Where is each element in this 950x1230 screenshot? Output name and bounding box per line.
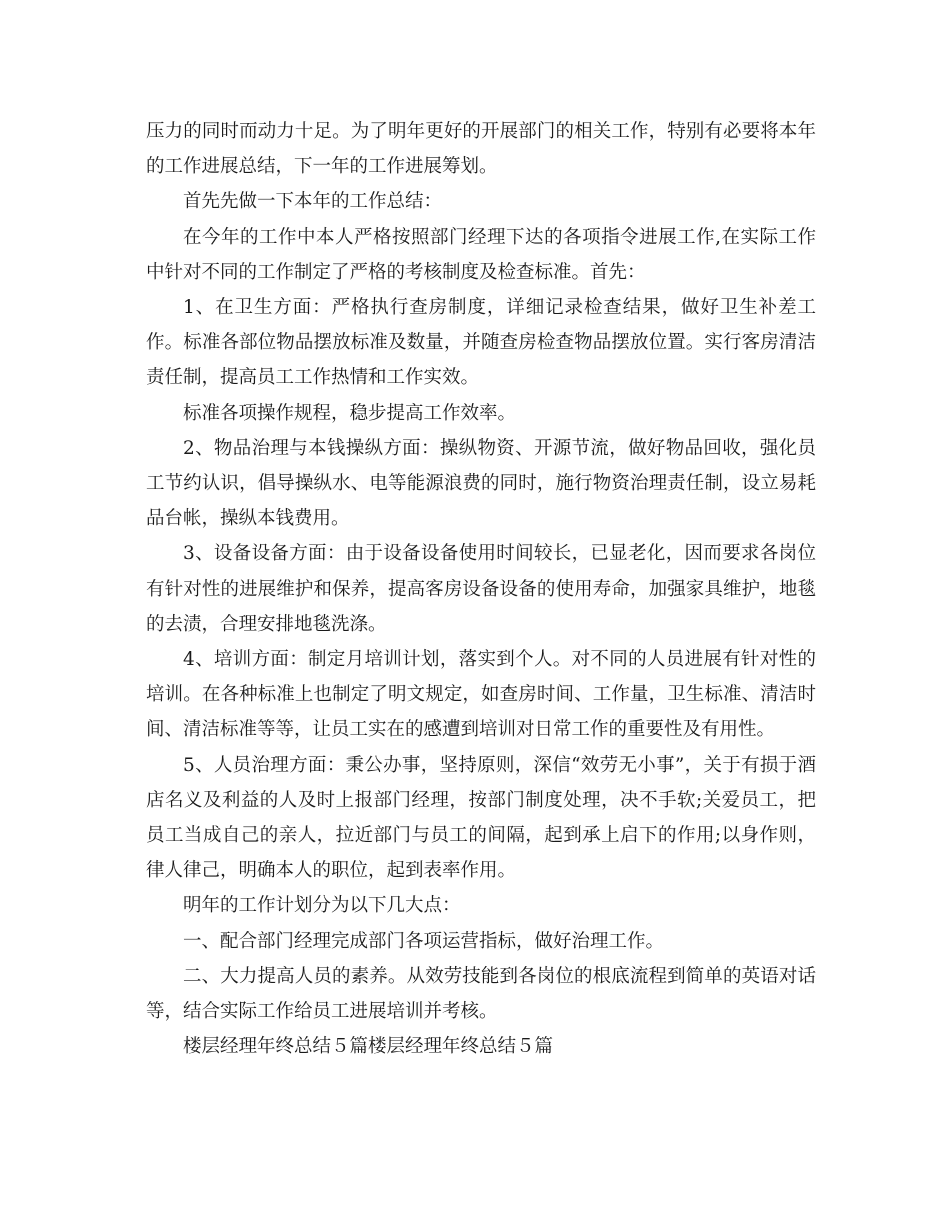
paragraph-summary-intro: 首先先做一下本年的工作总结： bbox=[183, 191, 443, 213]
paragraph-plan-item-one: 一、配合部门经理完成部门各项运营指标，做好治理工作。 bbox=[183, 930, 665, 952]
paragraph-personnel: 5、人员治理方面：秉公办事，坚持原则，深信“效劳无小事”，关于有损于酒店名义及利益的人及时上报部门经理，按部门制度处理，决不手软;关爱员工，把员工当成自己的亲人，拉近部门与员工的间隔，起到承上启下的作用;以身作则，律人律己，明确本人的职位，起到表率作用。 bbox=[146, 754, 816, 882]
paragraph-hygiene: 1、在卫生方面：严格执行查房制度，详细记录检查结果，做好卫生补差工作。标准各部位物品摆放标准及数量，并随查房检查物品摆放位置。实行客房清洁责任制，提高员工工作热情和工作实效。 bbox=[146, 297, 816, 389]
paragraph-continuation: 压力的同时而动力十足。为了明年更好的开展部门的相关工作，特别有必要将本年的工作进展总结，下一年的工作进展筹划。 bbox=[146, 121, 816, 178]
paragraph-closing-title: 楼层经理年终总结５篇楼层经理年终总结５篇 bbox=[183, 1036, 554, 1058]
paragraph-operation-standards: 标准各项操作规程，稳步提高工作效率。 bbox=[183, 402, 517, 424]
paragraph-training: 4、培训方面：制定月培训计划，落实到个人。对不同的人员进展有针对性的培训。在各种标准上也制定了明文规定，如查房时间、工作量，卫生标准、清洁时间、清洁标准等等，让员工实在的感遭到培训对日常工作的重要性及有用性。 bbox=[146, 649, 816, 741]
paragraph-materials-cost: 2、物品治理与本钱操纵方面：操纵物资、开源节流，做好物品回收，强化员工节约认识，倡导操纵水、电等能源浪费的同时，施行物资治理责任制，设立易耗品台帐，操纵本钱费用。 bbox=[146, 437, 816, 530]
paragraph-equipment: 3、设备设备方面：由于设备设备使用时间较长，已显老化，因而要求各岗位有针对性的进展维护和保养，提高客房设备设备的使用寿命，加强家具维护，地毯的去渍，合理安排地毯洗涤。 bbox=[146, 543, 816, 635]
paragraph-work-overview: 在今年的工作中本人严格按照部门经理下达的各项指令进展工作,在实际工作中针对不同的工作制定了严格的考核制度及检查标准。首先： bbox=[146, 226, 816, 283]
paragraph-next-year-plan: 明年的工作计划分为以下几大点： bbox=[183, 895, 461, 917]
paragraph-plan-item-two: 二、大力提高人员的素养。从效劳技能到各岗位的根底流程到简单的英语对话等，结合实际工作给员工进展培训并考核。 bbox=[146, 965, 816, 1023]
document-body bbox=[146, 114, 816, 1064]
